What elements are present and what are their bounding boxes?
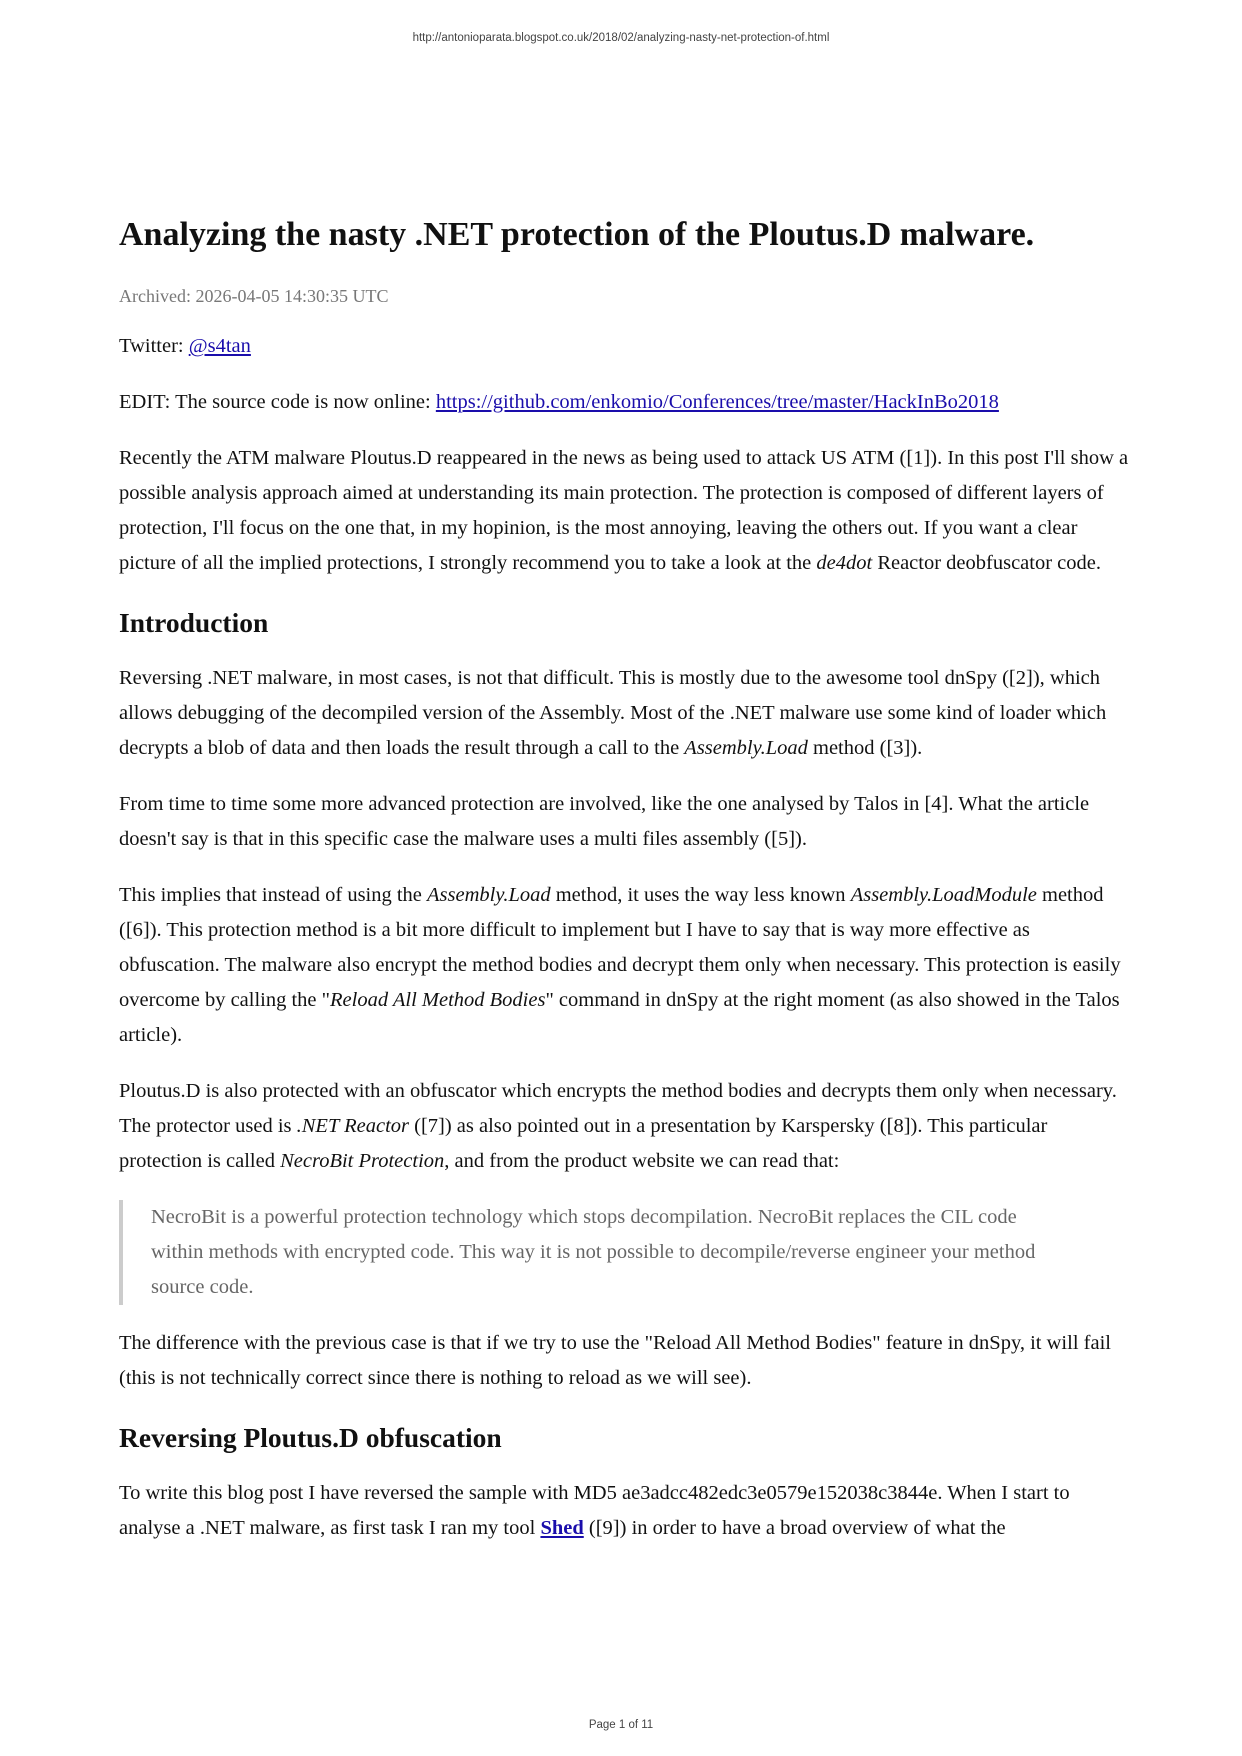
intro-paragraph bbox=[119, 441, 1131, 581]
intro-p4-b: ([7]) as also pointed out in a presentation by Karspersky ([8]). This particular protection is called bbox=[119, 1115, 1048, 1172]
twitter-line bbox=[119, 329, 1131, 364]
article bbox=[119, 213, 1131, 1567]
intro-p3-d: " command in dnSpy at the right moment (as also showed in the Talos article). bbox=[119, 989, 1120, 1046]
intro-suffix: Reactor deobfuscator code. bbox=[872, 552, 1102, 574]
intro-p1-em: Assembly.Load bbox=[684, 737, 808, 759]
shed-link[interactable]: Shed bbox=[540, 1517, 584, 1539]
introduction-paragraph-3 bbox=[119, 878, 1131, 1053]
intro-p3-em3: Reload All Method Bodies bbox=[330, 989, 546, 1011]
intro-p1-a: Reversing .NET malware, in most cases, is not that difficult. This is mostly due to the awesome tool dnSpy ([2]), which allows debugging of the decompiled version of the Assembly. Most of the .NET malware use some kind of loader which decrypts a blob of data and then loads the result through a call to the bbox=[119, 667, 1107, 759]
intro-p4-a: Ploutus.D is also protected with an obfuscator which encrypts the method bodies and decrypts them only when necessary. The protector used is bbox=[119, 1080, 1117, 1137]
edit-prefix: EDIT: The source code is now online: bbox=[119, 391, 436, 413]
introduction-paragraph-5: The difference with the previous case is that if we try to use the "Reload All Method Bodies" feature in dnSpy, it will fail (this is not technically correct since there is nothing to reload as we will see). bbox=[119, 1332, 1111, 1389]
heading-reversing: Reversing Ploutus.D obfuscation bbox=[119, 1422, 502, 1453]
intro-p3-b: method, it uses the way less known bbox=[550, 884, 851, 906]
introduction-paragraph-4 bbox=[119, 1074, 1131, 1179]
intro-p1-b: method ([3]). bbox=[807, 737, 923, 759]
intro-p4-em1: .NET Reactor bbox=[296, 1115, 409, 1137]
introduction-paragraph-2: From time to time some more advanced protection are involved, like the one analysed by Talos in [4]. What the article doesn't say is that in this specific case the malware uses a multi files assembly ([5]). bbox=[119, 793, 1090, 850]
intro-p3-c: method ([6]). This protection method is a bit more difficult to implement but I have to say that is way more effective as obfuscation. The malware also encrypt the method bodies and decrypt them only when necessary. This protection is easily overcome by calling the " bbox=[119, 884, 1121, 1011]
twitter-label: Twitter: bbox=[119, 335, 189, 357]
twitter-handle-link[interactable]: @s4tan bbox=[188, 335, 251, 357]
page-url-header: http://antonioparata.blogspot.co.uk/2018/02/analyzing-nasty-net-protection-of.html bbox=[412, 32, 830, 44]
intro-p3-a: This implies that instead of using the bbox=[119, 884, 428, 906]
intro-text: Recently the ATM malware Ploutus.D reappeared in the news as being used to attack US ATM ([1]). In this post I'll show a possible analysis approach aimed at understanding its main protection. The protection is composed of different layers of protection, I'll focus on the one that, in my hopinion, is the most annoying, leaving the others out. If you want a clear picture of all the implied protections, I strongly recommend you to take a look at the bbox=[119, 447, 1129, 574]
introduction-paragraph-1 bbox=[119, 661, 1131, 766]
intro-p4-em2: NecroBit Protection bbox=[280, 1150, 445, 1172]
source-code-link[interactable]: https://github.com/enkomio/Conferences/tree/master/HackInBo2018 bbox=[435, 391, 999, 413]
intro-p4-c: , and from the product website we can read that: bbox=[444, 1150, 840, 1172]
rev-p1-b: ([9]) in order to have a broad overview of what the bbox=[583, 1517, 1006, 1539]
necrobit-quote: NecroBit is a powerful protection technology which stops decompilation. NecroBit replaces the CIL code within methods with encrypted code. This way it is not possible to decompile/reverse engineer your method source code. bbox=[119, 1200, 1051, 1305]
article-title: Analyzing the nasty .NET protection of the Ploutus.D malware. bbox=[119, 216, 1035, 253]
intro-p3-em2: Assembly.LoadModule bbox=[850, 884, 1037, 906]
page-number: Page 1 of 11 bbox=[588, 1719, 654, 1731]
archived-timestamp: Archived: 2026-04-05 14:30:35 UTC bbox=[119, 286, 389, 306]
intro-emphasis: de4dot bbox=[816, 552, 873, 574]
reversing-paragraph-1 bbox=[119, 1476, 1131, 1546]
edit-line bbox=[119, 385, 1131, 420]
rev-p1-a: To write this blog post I have reversed the sample with MD5 ae3adcc482edc3e0579e152038c3844e. When I start to analyse a .NET malware, as first task I ran my tool bbox=[119, 1482, 1070, 1539]
intro-p3-em1: Assembly.Load bbox=[427, 884, 551, 906]
heading-introduction: Introduction bbox=[119, 607, 269, 638]
